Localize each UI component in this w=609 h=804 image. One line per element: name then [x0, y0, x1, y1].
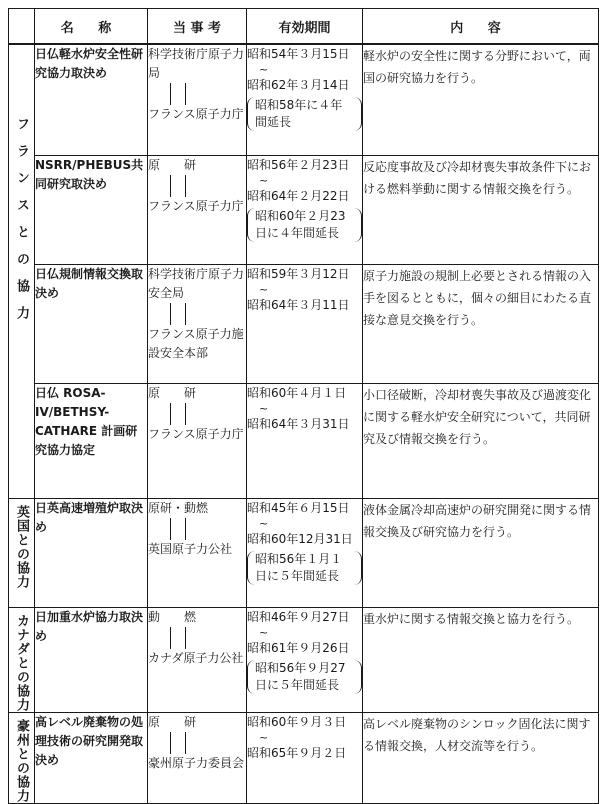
party-partner: フランス原子力庁 [148, 107, 244, 121]
agreement-name: 高レベル廃棄物の処理技術の研究開発取決め [35, 713, 148, 804]
period-cell [247, 608, 363, 713]
period-note: 昭和58年に４年間延長 [247, 97, 362, 131]
period-start: 昭和54年３月15日 [247, 47, 350, 61]
party-partner: 豪州原子力委員会 [148, 756, 245, 770]
agreements-table [8, 8, 599, 804]
period-end: 昭和65年９月２日 [247, 746, 347, 760]
country-label: 英国との協力 [14, 505, 29, 589]
period-note: 昭和60年２月23日に４年間延長 [247, 208, 362, 242]
country-label: 豪州との協力 [14, 719, 29, 803]
party-connector [170, 403, 186, 425]
period-range-mark: ~ [259, 402, 269, 415]
agreement-name: NSRR/PHEBUS共同研究取決め [35, 156, 148, 265]
party-partner: フランス原子力庁 [148, 427, 244, 441]
period-cell [247, 156, 363, 265]
period-end: 昭和61年９月26日 [247, 641, 350, 655]
period-start: 昭和60年９月３日 [247, 715, 347, 729]
table-row [9, 608, 599, 713]
period-start: 昭和45年６月15日 [247, 501, 350, 515]
party-japan: 原 研 [148, 386, 197, 400]
period-start: 昭和59年３月12日 [247, 267, 350, 281]
period-cell [247, 265, 363, 384]
period-start: 昭和46年９月27日 [247, 610, 350, 624]
party-japan: 原 研 [148, 715, 197, 729]
header-period: 有効期間 [247, 9, 363, 45]
content-cell: 液体金属冷却高速炉の研究開発に関する情報交換及び研究協力を行う。 [363, 499, 599, 608]
period-end: 昭和64年２月22日 [247, 189, 350, 203]
party-connector [170, 175, 186, 197]
period-range-mark: ~ [259, 626, 269, 639]
period-note: 昭和56年９月27日に５年間延長 [247, 660, 362, 694]
table-row [9, 384, 599, 499]
country-cell-uk [9, 499, 35, 608]
party-partner: カナダ原子力公社 [148, 651, 244, 665]
period-end: 昭和62年３月14日 [247, 78, 350, 92]
parties-cell [148, 44, 247, 156]
content-cell: 重水炉に関する情報交換と協力を行う。 [363, 608, 599, 713]
party-connector [170, 303, 186, 325]
party-connector [170, 732, 186, 754]
party-partner: フランス原子力施設安全本部 [148, 327, 244, 360]
header-country [9, 9, 35, 45]
header-parties: 当 事 考 [148, 9, 247, 45]
parties-cell [148, 156, 247, 265]
header-row [9, 9, 599, 45]
party-partner: 英国原子力公社 [148, 542, 233, 556]
party-japan: 動 燃 [148, 610, 197, 624]
country-label: カナダとの協力 [14, 614, 29, 712]
header-content: 内 容 [363, 9, 599, 45]
content-cell: 反応度事故及び冷却材喪失事故条件下における燃料挙動に関する情報交換を行う。 [363, 156, 599, 265]
parties-cell [148, 265, 247, 384]
agreement-name: 日仏 ROSA-IV/BETHSY-CATHARE 計画研究協力協定 [35, 384, 148, 499]
period-start: 昭和56年２月23日 [247, 158, 350, 172]
period-note: 昭和56年１月１日に５年間延長 [247, 551, 362, 585]
period-end: 昭和60年12月31日 [247, 532, 353, 546]
party-japan: 科学技術庁原子力局 [148, 47, 245, 80]
period-end: 昭和64年３月31日 [247, 417, 350, 431]
period-cell [247, 499, 363, 608]
country-cell-australia [9, 713, 35, 804]
period-range-mark: ~ [259, 283, 269, 296]
table-row [9, 265, 599, 384]
table-row [9, 156, 599, 265]
party-japan: 原 研 [148, 158, 197, 172]
period-range-mark: ~ [259, 63, 269, 76]
parties-cell [148, 384, 247, 499]
content-cell: 軽水炉の安全性に関する分野において，両国の研究協力を行う。 [363, 44, 599, 156]
agreement-name: 日加重水炉協力取決め [35, 608, 148, 713]
period-range-mark: ~ [259, 517, 269, 530]
table-row [9, 44, 599, 156]
country-label: フランスとの協力 [14, 117, 29, 333]
period-start: 昭和60年４月１日 [247, 386, 347, 400]
period-range-mark: ~ [259, 731, 269, 744]
party-japan: 原研・動燃 [148, 501, 209, 515]
party-connector [170, 83, 186, 105]
agreement-name: 日仏規制情報交換取決め [35, 265, 148, 384]
content-cell: 小口径破断，冷却材喪失事故及び過渡変化に関する軽水炉安全研究について，共同研究及び情報交換を行う。 [363, 384, 599, 499]
table-row [9, 499, 599, 608]
parties-cell [148, 713, 247, 804]
period-cell [247, 713, 363, 804]
table-row [9, 713, 599, 804]
content-cell: 原子力施設の規制上必要とされる情報の入手を図るとともに，個々の細目にわたる直接な意見交換を行う。 [363, 265, 599, 384]
period-cell [247, 44, 363, 156]
country-cell-france [9, 44, 35, 499]
parties-cell [148, 608, 247, 713]
period-cell [247, 384, 363, 499]
parties-cell [148, 499, 247, 608]
country-cell-canada [9, 608, 35, 713]
party-japan: 科学技術庁原子力安全局 [148, 267, 245, 300]
period-range-mark: ~ [259, 174, 269, 187]
header-name: 名 称 [35, 9, 148, 45]
agreement-name: 日英高速増殖炉取決め [35, 499, 148, 608]
period-end: 昭和64年３月11日 [247, 298, 350, 312]
party-connector [170, 627, 186, 649]
party-connector [170, 518, 186, 540]
party-partner: フランス原子力庁 [148, 199, 244, 213]
content-cell: 高レベル廃棄物のシンロック固化法に関する情報交換，人材交流等を行う。 [363, 713, 599, 804]
agreement-name: 日仏軽水炉安全性研究協力取決め [35, 44, 148, 156]
